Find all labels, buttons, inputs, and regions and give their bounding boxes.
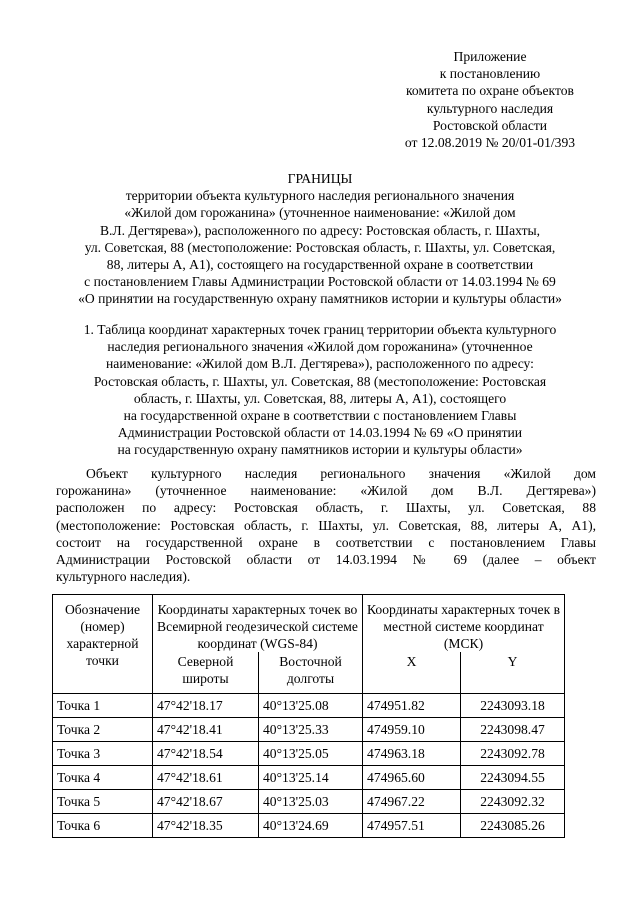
section-line: область, г. Шахты, ул. Советская, 88, литеры А, А1), состоящего: [133, 390, 507, 406]
cell-y: 2243085.26: [461, 814, 565, 838]
cell-north: 47°42'18.54: [153, 742, 259, 766]
section-line: на государственную охрану памятников истории и культуры области»: [117, 442, 523, 458]
cell-y: 2243094.55: [461, 766, 565, 790]
cell-x: 474963.18: [363, 742, 461, 766]
cell-point: Точка 4: [53, 766, 153, 790]
header-point: Обозначение (номер) характерной точки: [53, 595, 153, 694]
appendix-line: комитета по охране объектов: [406, 83, 574, 99]
header-msk: Координаты характерных точек в местной системе координат (МСК): [363, 595, 565, 653]
cell-y: 2243093.18: [461, 694, 565, 718]
paragraph-line: состоит на государственной охране в соответствии с постановлением Главы: [56, 534, 596, 550]
paragraph-line: Администрации Ростовской области от 14.03.1994 № 69 (далее – объект: [56, 551, 596, 567]
paragraph-line: Объект культурного наследия регионального значения «Жилой дом: [86, 466, 596, 481]
header-north: Северной широты: [153, 652, 259, 694]
cell-east: 40°13'24.69: [259, 814, 363, 838]
cell-y: 2243098.47: [461, 718, 565, 742]
table-row: [53, 718, 565, 742]
cell-east: 40°13'25.14: [259, 766, 363, 790]
section-line: наследия регионального значения «Жилой дом горожанина» (уточненное: [107, 339, 533, 355]
paragraph-line: горожанина» (уточненное наименование: «Жилой дом В.Л. Дегтярева»): [56, 483, 596, 499]
cell-east: 40°13'25.08: [259, 694, 363, 718]
cell-north: 47°42'18.67: [153, 790, 259, 814]
cell-x: 474965.60: [363, 766, 461, 790]
cell-point: Точка 3: [53, 742, 153, 766]
header-x: X: [363, 652, 461, 694]
table-row: [53, 790, 565, 814]
title-heading: ГРАНИЦЫ: [287, 171, 353, 186]
table-row: [53, 814, 565, 838]
title-line: ул. Советская, 88 (местоположение: Ростовская область, г. Шахты, ул. Советская,: [84, 239, 556, 255]
cell-north: 47°42'18.35: [153, 814, 259, 838]
appendix-line: к постановлению: [439, 66, 541, 82]
cell-east: 40°13'25.05: [259, 742, 363, 766]
cell-east: 40°13'25.33: [259, 718, 363, 742]
header-y: Y: [461, 652, 565, 694]
title-line: территории объекта культурного наследия регионального значения: [125, 188, 515, 204]
cell-x: 474957.51: [363, 814, 461, 838]
cell-y: 2243092.32: [461, 790, 565, 814]
section-line: Администрации Ростовской области от 14.03.1994 № 69 «О принятии: [117, 425, 523, 441]
cell-point: Точка 6: [53, 814, 153, 838]
section-heading: [40, 321, 600, 459]
table-row: [53, 694, 565, 718]
header-wgs: Координаты характерных точек во Всемирной геодезической системе координат (WGS-84): [153, 595, 363, 653]
title-line: «О принятии на государственную охрану памятников истории и культуры области»: [78, 291, 562, 307]
document-title: [40, 170, 600, 308]
appendix-line: от 12.08.2019 № 20/01-01/393: [404, 134, 576, 150]
cell-x: 474959.10: [363, 718, 461, 742]
paragraph-line: расположен по адресу: Ростовская область, г. Шахты, ул. Советская, 88: [56, 500, 596, 516]
title-line: 88, литеры А, А1), состоящего на государственной охране в соответствии: [106, 256, 534, 272]
body-paragraph: [56, 465, 596, 585]
cell-x: 474951.82: [363, 694, 461, 718]
cell-north: 47°42'18.61: [153, 766, 259, 790]
cell-point: Точка 2: [53, 718, 153, 742]
cell-x: 474967.22: [363, 790, 461, 814]
cell-east: 40°13'25.03: [259, 790, 363, 814]
cell-north: 47°42'18.17: [153, 694, 259, 718]
header-east: Восточной долготы: [259, 652, 363, 694]
cell-point: Точка 5: [53, 790, 153, 814]
appendix-line: Ростовской области: [432, 117, 548, 133]
appendix-line: Приложение: [453, 49, 527, 64]
section-line: Ростовская область, г. Шахты, ул. Советская, 88 (местоположение: Ростовская: [93, 373, 547, 389]
section-line: наименование: «Жилой дом В.Л. Дегтярева»), расположенного по адресу:: [106, 356, 534, 372]
cell-north: 47°42'18.41: [153, 718, 259, 742]
title-line: с постановлением Главы Администрации Ростовской области от 14.03.1994 № 69: [84, 274, 556, 290]
table-row: [53, 766, 565, 790]
paragraph-line: (местоположение: Ростовская область, г. Шахты, ул. Советская, 88, литеры А, А1),: [56, 517, 596, 533]
section-line: 1. Таблица координат характерных точек границ территории объекта культурного: [83, 322, 557, 337]
title-line: «Жилой дом горожанина» (уточненное наименование: «Жилой дом: [124, 205, 516, 221]
table-row: [53, 742, 565, 766]
coordinates-table: [52, 594, 565, 838]
table-header-row: [53, 595, 565, 653]
appendix-line: культурного наследия: [426, 100, 554, 116]
section-line: на государственной охране в соответствии с постановлением Главы: [123, 407, 517, 423]
paragraph-line: культурного наследия).: [56, 569, 191, 585]
cell-y: 2243092.78: [461, 742, 565, 766]
cell-point: Точка 1: [53, 694, 153, 718]
title-line: В.Л. Дегтярева»), расположенного по адресу: Ростовская область, г. Шахты,: [99, 222, 541, 238]
appendix-block: [385, 48, 595, 151]
